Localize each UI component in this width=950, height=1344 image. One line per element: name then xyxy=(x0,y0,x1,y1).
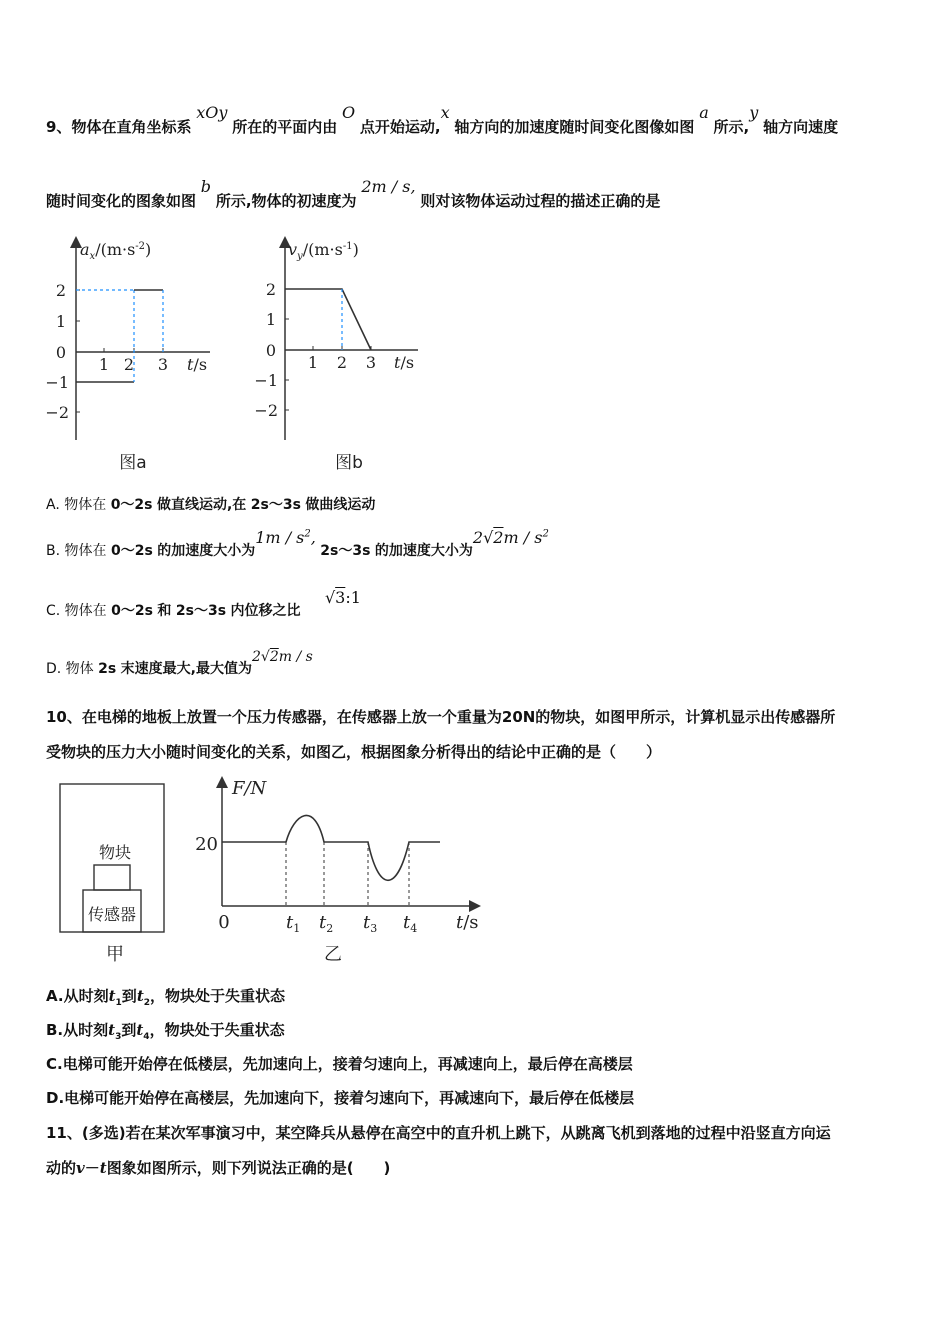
fig-a-xtick: 3 xyxy=(157,355,169,374)
figure-yi-chart xyxy=(190,770,490,970)
fig-b-ytick: 0 xyxy=(265,341,276,360)
fig-jia-caption: 甲 xyxy=(106,944,124,965)
fig-a-ytick: 2 xyxy=(55,281,66,300)
fig-yi-t3: $t_3$ xyxy=(363,912,378,935)
fig-b-ytick: 2 xyxy=(265,280,276,299)
fig-yi-xlabel: t/s xyxy=(456,912,479,933)
fig-b-ylabel: $v_y/(m\cdot s^{-1})$ xyxy=(288,240,359,262)
q9-line2: 随时间变化的图象如图 b 所示,物体的初速度为 2m / s, 则对该物体运动过程的描述正确的是 xyxy=(46,177,661,210)
fig-b-ytick: −2 xyxy=(254,401,278,420)
q9-b-accel-value: $2√2m / s^2$ xyxy=(472,528,549,547)
fig-b-ytick: −1 xyxy=(254,371,278,390)
fig-a-caption: 图a xyxy=(119,453,147,473)
fig-yi-caption: 乙 xyxy=(324,944,342,965)
fig-yi-t4: $t_4$ xyxy=(403,912,418,935)
figure-b-chart xyxy=(248,228,438,478)
q10-option-d[interactable]: D.电梯可能开始停在高楼层，先加速向下，接着匀速向下，再减速向下，最后停在低楼层 xyxy=(46,1089,635,1107)
fig-a-xtick: 2 xyxy=(123,355,135,374)
q9-d-max-value: 2√2m / s xyxy=(252,649,313,665)
q9-number: 9、 xyxy=(46,118,72,136)
fig-b-xtick: 3 xyxy=(365,353,377,372)
block-label: 物块 xyxy=(98,843,132,862)
sensor-label: 传感器 xyxy=(87,905,137,924)
q10-line2: 受物块的压力大小随时间变化的关系，如图乙，根据图象分析得出的结论中正确的是（ ） xyxy=(46,743,662,761)
q9-option-b[interactable]: B. 物体在 0～2s 的加速度大小为$1m / s^2$, 2s～3s 的加速度大小为$2√2m / s^2$ xyxy=(46,528,549,559)
fig-yi-t2: $t_2$ xyxy=(319,912,334,935)
figure-jia xyxy=(55,780,175,970)
q10-line1: 10、在电梯的地板上放置一个压力传感器，在传感器上放一个重量为20N的物块，如图甲所示，计算机显示出传感器所 xyxy=(46,708,836,726)
q9-option-a[interactable]: A. 物体在 0～2s 做直线运动,在 2s～3s 做曲线运动 xyxy=(46,497,376,513)
q9-line1: 9、物体在直角坐标系 xOy 所在的平面内由 O 点开始运动,x 轴方向的加速度随时间变化图像如图 a 所示,y 轴方向速度 xyxy=(46,103,839,136)
fig-a-ylabel: $a_x/(m\cdot s^{-2})$ xyxy=(80,240,152,262)
fig-yi-origin: 0 xyxy=(218,912,230,933)
fig-a-xtick: 1 xyxy=(98,355,110,374)
fig-b-caption: 图b xyxy=(335,453,363,473)
fig-b-xtick: 1 xyxy=(307,353,319,372)
fig-a-ytick: −1 xyxy=(45,373,69,392)
figure-a-chart xyxy=(40,228,230,478)
fig-yi-ylabel: F/N xyxy=(232,778,267,799)
q9-option-c[interactable]: C. 物体在 0～2s 和 2s～3s 内位移之比 √3:1 xyxy=(46,588,361,619)
fig-b-series-line xyxy=(285,289,371,350)
q10-option-c[interactable]: C.电梯可能开始停在低楼层，先加速向上，接着匀速向上，再减速向上，最后停在高楼层 xyxy=(46,1055,633,1073)
q10-option-b[interactable]: B.从时刻$t_3$到$t_4$，物块处于失重状态 xyxy=(46,1021,285,1042)
q11-line2: 动的v－t图象如图所示，则下列说法正确的是( ) xyxy=(46,1159,391,1177)
block-box xyxy=(94,865,130,890)
fig-a-xlabel: t/s xyxy=(187,355,208,374)
fig-yi-y-value: 20 xyxy=(195,834,218,855)
fig-a-ytick: −2 xyxy=(45,403,69,422)
svg-text:F/N xyxy=(231,778,268,799)
fig-a-ytick: 0 xyxy=(55,343,66,362)
fig-yi-force-curve xyxy=(222,815,440,880)
fig-b-xlabel: t/s xyxy=(394,353,415,372)
fig-b-xtick: 2 xyxy=(336,353,348,372)
fig-b-ytick: 1 xyxy=(265,310,276,329)
q9-option-d[interactable]: D. 物体 2s 末速度最大,最大值为2√2m / s xyxy=(46,649,313,677)
q10-option-a[interactable]: A.从时刻$t_1$到$t_2$，物块处于失重状态 xyxy=(46,987,286,1008)
q11-line1: 11、(多选)若在某次军事演习中，某空降兵从悬停在高空中的直升机上跳下，从跳离飞机到落地的过程中沿竖直方向运 xyxy=(46,1124,831,1142)
fig-yi-t1: $t_1$ xyxy=(286,912,301,935)
fig-a-ytick: 1 xyxy=(55,312,66,331)
q9-c-ratio: √3:1 xyxy=(324,588,361,607)
